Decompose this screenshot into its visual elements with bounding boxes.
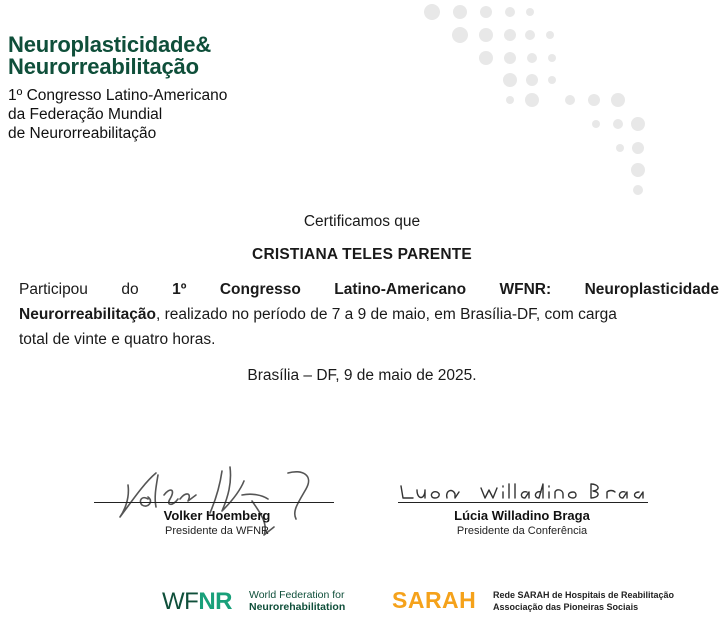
wfnr-text-line2: Neurorehabilitation xyxy=(249,601,346,613)
paragraph-line2 xyxy=(19,302,719,327)
signature-line-2 xyxy=(398,502,648,503)
sarah-logo-text xyxy=(493,589,674,613)
event-subtitle xyxy=(8,86,227,143)
paragraph-word-bold: Congresso xyxy=(219,281,301,298)
certify-intro: Certificamos que xyxy=(303,213,421,230)
wfnr-text-line1: World Federation for xyxy=(249,589,345,601)
event-title-line1: Neuroplasticidade& xyxy=(8,32,212,57)
place-and-date: Brasília – DF, 9 de maio de 2025. xyxy=(247,367,477,384)
signature-line-1 xyxy=(94,502,334,503)
wfnr-logo-nr: NR xyxy=(198,588,232,615)
paragraph-line1 xyxy=(19,277,719,302)
signer-role-2: Presidente da Conferência xyxy=(456,525,588,537)
event-title-line2: Neurorreabilitação xyxy=(8,54,199,79)
sarah-text-line1: Rede SARAH de Hospitais de Reabilitação xyxy=(493,590,675,600)
paragraph-word-bold: Neuroplasticidade xyxy=(584,281,719,298)
paragraph-line2-bold: Neurorreabilitação xyxy=(19,306,156,323)
signer-role-1: Presidente da WFNR xyxy=(165,525,269,537)
paragraph-line3: total de vinte e quatro horas. xyxy=(19,331,216,348)
paragraph-line2-text: , realizado no período de 7 a 9 de maio, em Brasília-DF, com carga xyxy=(155,306,617,323)
participant-name: CRISTIANA TELES PARENTE xyxy=(252,246,472,263)
wfnr-logo-text xyxy=(249,589,345,613)
paragraph-word-bold: Latino-Americano xyxy=(334,281,467,298)
paragraph-word-bold: WFNR: xyxy=(499,281,552,298)
decorative-dots-icon xyxy=(410,0,640,210)
participation-paragraph xyxy=(19,277,719,352)
wfnr-logo-wf: WF xyxy=(162,588,199,615)
event-subtitle-line1: 1º Congresso Latino-Americano xyxy=(8,87,228,104)
paragraph-word: Participou xyxy=(19,281,88,298)
event-subtitle-line2: da Federação Mundial xyxy=(8,106,163,123)
wfnr-logo xyxy=(162,588,232,616)
paragraph-word: do xyxy=(121,281,139,298)
event-subtitle-line3: de Neurorreabilitação xyxy=(8,125,157,142)
paragraph-word-bold: 1º xyxy=(172,281,187,298)
sarah-logo: SARAH xyxy=(392,587,477,613)
signature-lucia-willadino-braga xyxy=(395,478,645,508)
sarah-text-line2: Associação das Pioneiras Sociais xyxy=(493,602,639,612)
signer-name-1: Volker Hoemberg xyxy=(163,508,271,523)
event-title xyxy=(8,34,211,78)
signer-name-2: Lúcia Willadino Braga xyxy=(454,508,590,523)
